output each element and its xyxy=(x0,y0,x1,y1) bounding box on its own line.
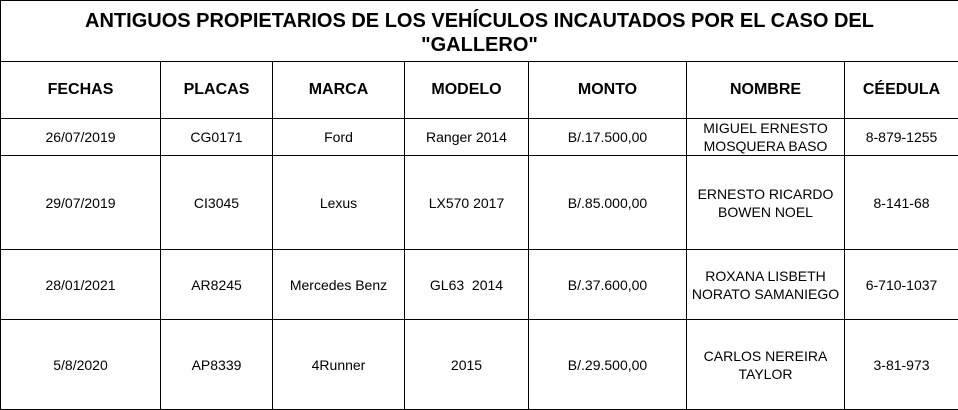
cell-marca: 4Runner xyxy=(273,320,405,410)
cell-marca: Lexus xyxy=(273,156,405,250)
cell-nombre: CARLOS NEREIRA TAYLOR xyxy=(687,320,845,410)
cell-modelo: 2015 xyxy=(405,320,529,410)
cell-cedula: 3-81-973 xyxy=(845,320,958,410)
cell-modelo: LX570 2017 xyxy=(405,156,529,250)
cell-placa: AR8245 xyxy=(161,250,273,320)
cell-cedula: 8-141-68 xyxy=(845,156,958,250)
cell-nombre: ERNESTO RICARDO BOWEN NOEL xyxy=(687,156,845,250)
header-row xyxy=(1,62,958,119)
cell-marca: Ford xyxy=(273,119,405,156)
table-row xyxy=(1,250,958,320)
header-modelo: MODELO xyxy=(405,62,529,119)
cell-fecha: 28/01/2021 xyxy=(1,250,161,320)
header-nombre: NOMBRE xyxy=(687,62,845,119)
cell-monto: B/.17.500,00 xyxy=(529,119,687,156)
header-placas: PLACAS xyxy=(161,62,273,119)
cell-marca: Mercedes Benz xyxy=(273,250,405,320)
header-monto: MONTO xyxy=(529,62,687,119)
cell-cedula: 8-879-1255 xyxy=(845,119,958,156)
cell-fecha: 26/07/2019 xyxy=(1,119,161,156)
cell-fecha: 5/8/2020 xyxy=(1,320,161,410)
cell-modelo: GL63 2014 xyxy=(405,250,529,320)
header-cedula: CÉEDULA xyxy=(845,62,958,119)
cell-nombre: MIGUEL ERNESTO MOSQUERA BASO xyxy=(687,119,845,156)
cell-monto: B/.29.500,00 xyxy=(529,320,687,410)
cell-placa: AP8339 xyxy=(161,320,273,410)
cell-fecha: 29/07/2019 xyxy=(1,156,161,250)
header-marca: MARCA xyxy=(273,62,405,119)
cell-cedula: 6-710-1037 xyxy=(845,250,958,320)
table-row xyxy=(1,156,958,250)
table-row xyxy=(1,119,958,156)
cell-monto: B/.85.000,00 xyxy=(529,156,687,250)
cell-placa: CG0171 xyxy=(161,119,273,156)
cell-placa: CI3045 xyxy=(161,156,273,250)
header-fechas: FECHAS xyxy=(1,62,161,119)
cell-modelo: Ranger 2014 xyxy=(405,119,529,156)
table-row xyxy=(1,320,958,410)
cell-nombre: ROXANA LISBETH NORATO SAMANIEGO xyxy=(687,250,845,320)
cell-monto: B/.37.600,00 xyxy=(529,250,687,320)
table-title: ANTIGUOS PROPIETARIOS DE LOS VEHÍCULOS INCAUTADOS POR EL CASO DEL "GALLERO" xyxy=(1,1,958,62)
